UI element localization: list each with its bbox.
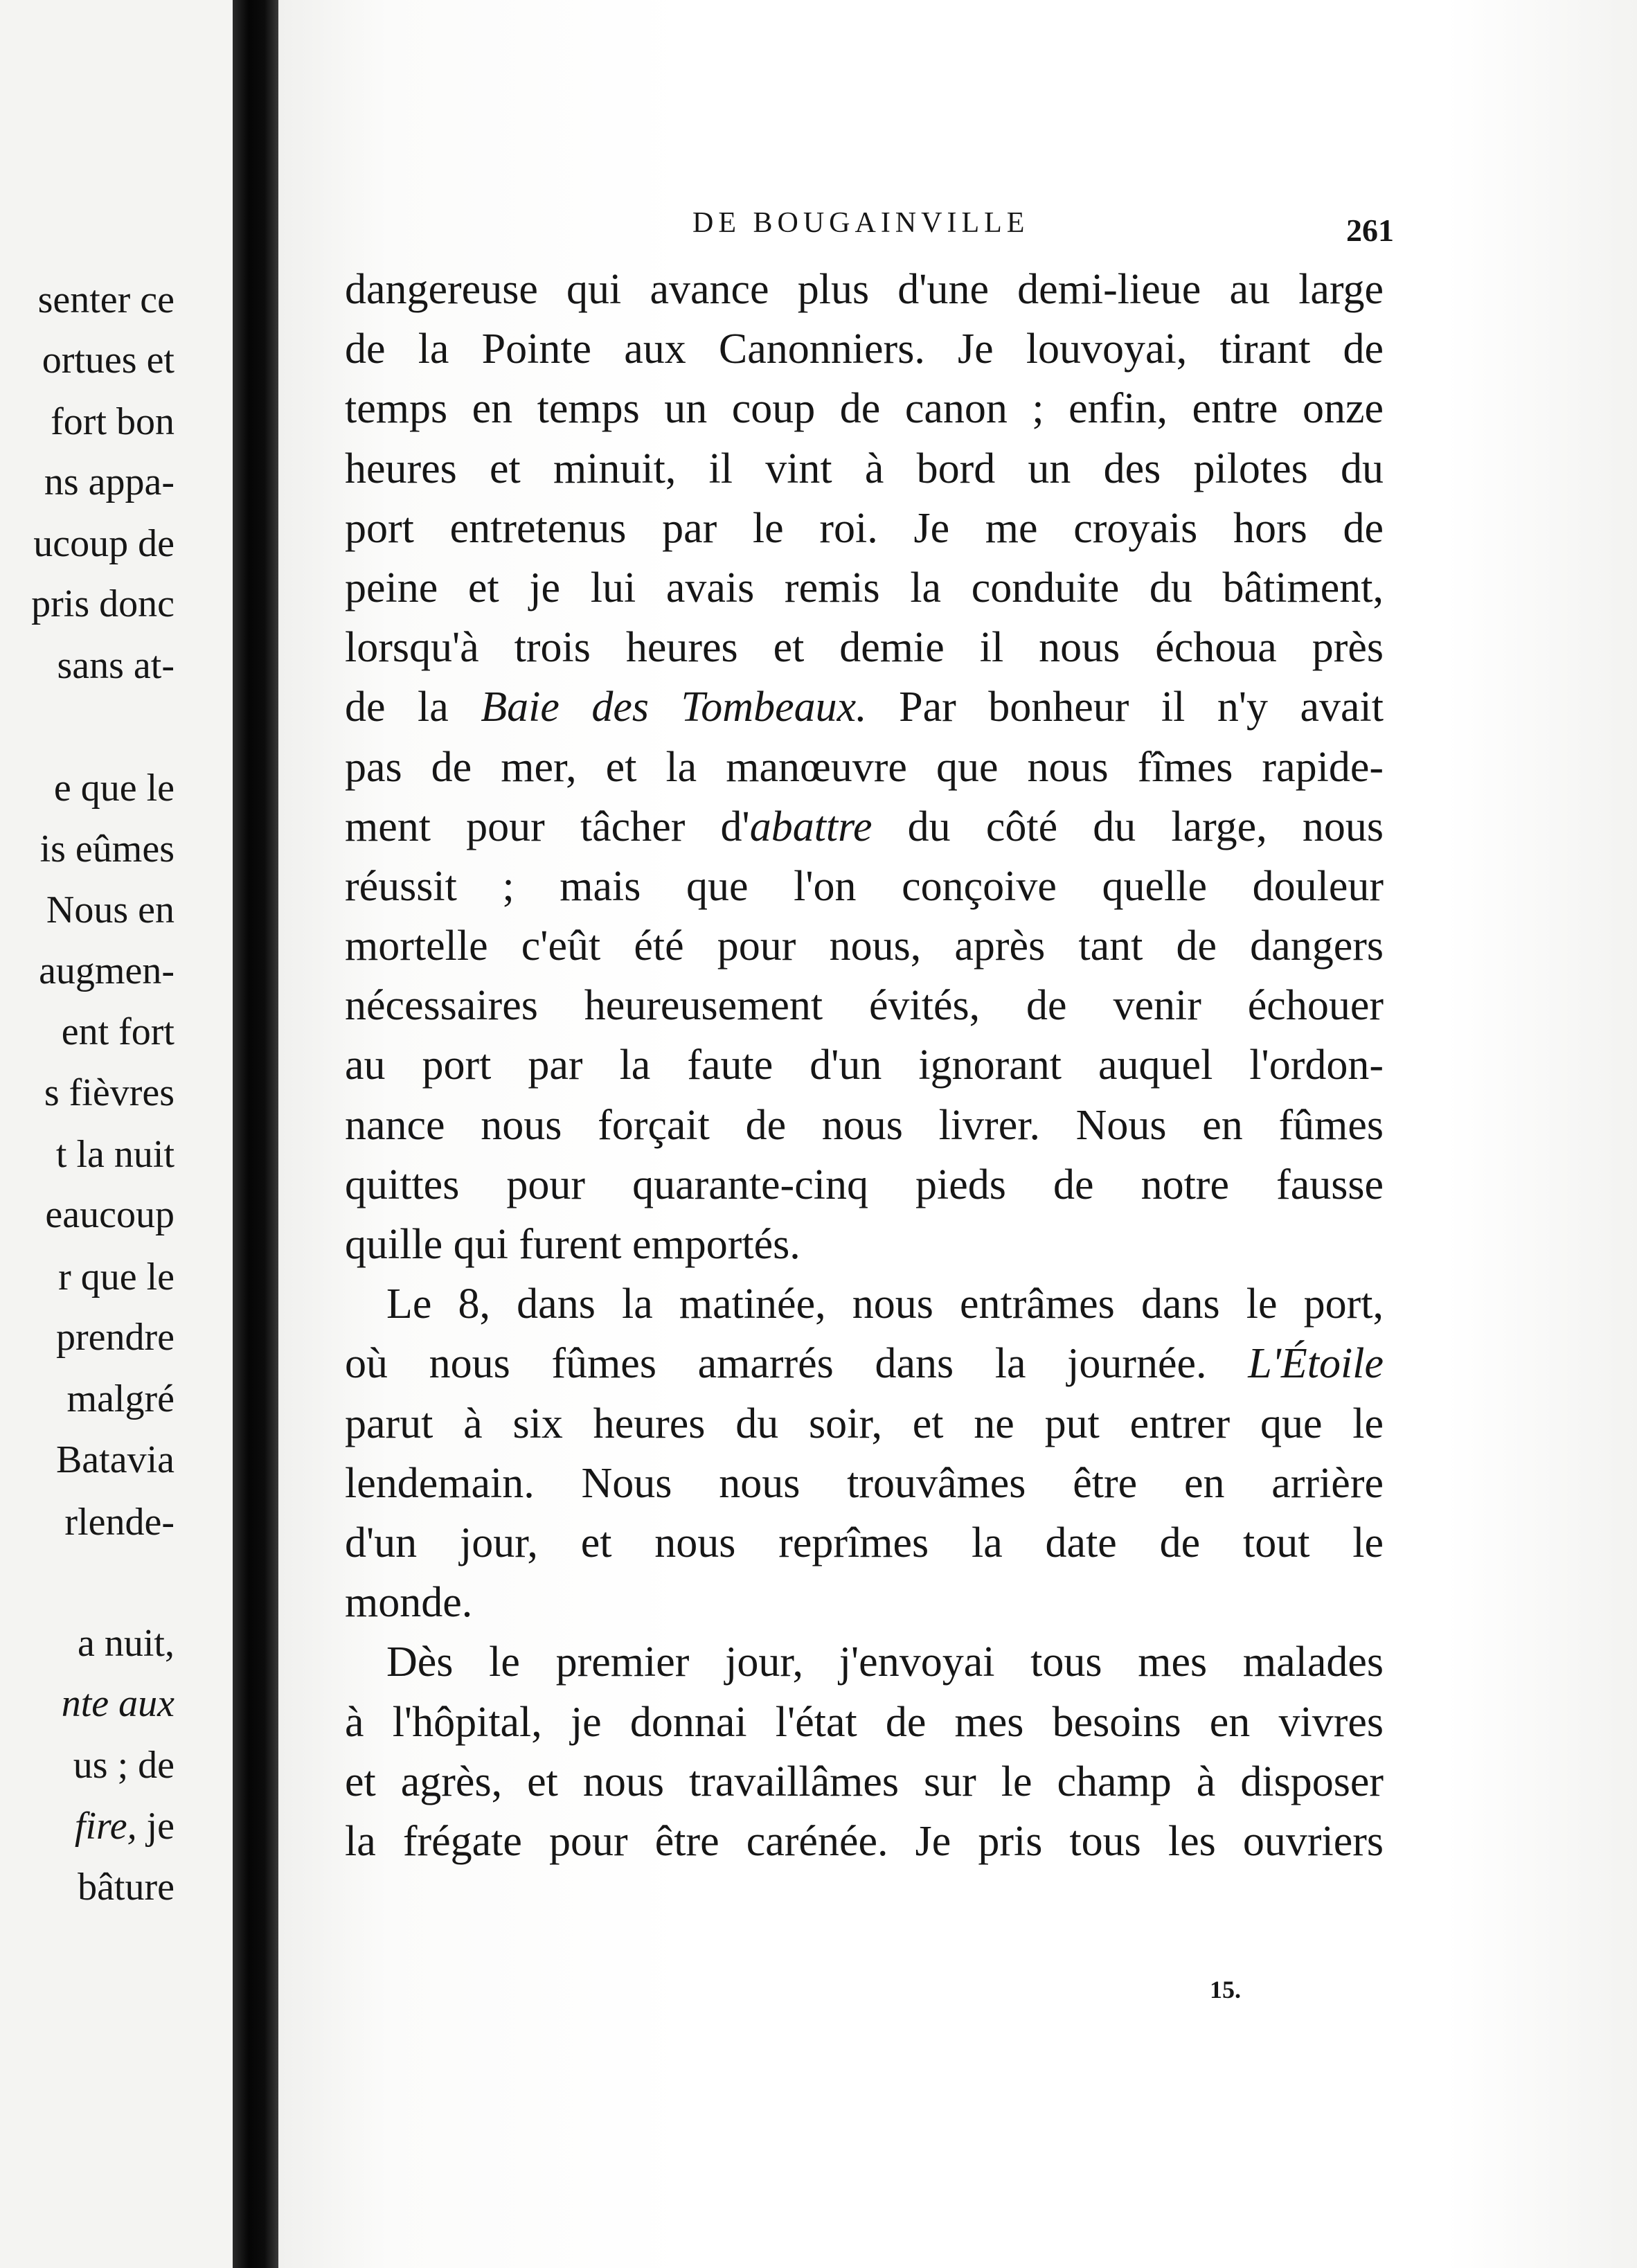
text-line: réussit ; mais que l'on conçoive quelle douleur: [345, 862, 1384, 910]
text-fragment: de la: [345, 684, 481, 731]
text-line: heures et minuit, il vint à bord un des pilotes du: [345, 445, 1384, 492]
text-line: dangereuse qui avance plus d'une demi-lieue au large: [345, 266, 1384, 313]
text-line: parut à six heures du soir, et ne put entrer que le: [345, 1400, 1384, 1447]
left-page-fragment: [0, 0, 235, 2268]
text-line: monde.: [345, 1579, 473, 1627]
left-page-line: t la nuit: [55, 1133, 175, 1176]
text-fragment: Par bonheur il n'y avait: [866, 684, 1384, 731]
text-line: temps en temps un coup de canon ; enfin, entre onze: [345, 385, 1384, 433]
text-line: quille qui furent emportés.: [345, 1221, 800, 1268]
left-page-line: Nous en: [46, 889, 175, 931]
left-page-line: [75, 1807, 175, 1846]
signature-mark: 15.: [1210, 1976, 1241, 2003]
text-fragment: ment pour tâcher d': [345, 803, 750, 850]
text-line: de la Pointe aux Canonniers. Je louvoyai, tirant de: [345, 325, 1384, 373]
text-line: peine et je lui avais remis la conduite du bâtiment,: [345, 564, 1384, 611]
left-page-line: rlende-: [64, 1501, 175, 1544]
left-page-line: sans at-: [57, 644, 175, 687]
left-page-line: malgré: [66, 1377, 175, 1420]
text-fragment: du côté du large, nous: [872, 803, 1384, 850]
left-page-line: e que le: [53, 767, 175, 810]
italic-fragment: fire,: [74, 1805, 137, 1848]
text-line: à l'hôpital, je donnai l'état de mes besoins en vivres: [345, 1698, 1384, 1746]
left-page-line: a nuit,: [78, 1622, 175, 1665]
italic-ship-name: L'Étoile: [1248, 1340, 1384, 1388]
left-page-line: ent fort: [61, 1010, 175, 1053]
text-line: Le 8, dans la matinée, nous entrâmes dans le port,: [386, 1280, 1384, 1328]
page-body-text: [345, 260, 1384, 1871]
text-line: [345, 797, 1384, 857]
left-page-line: ucoup de: [33, 522, 175, 565]
left-page-line: ortues et: [42, 339, 175, 382]
text-line: [345, 1334, 1384, 1393]
text-line: au port par la faute d'un ignorant auquel l'ordon-: [345, 1042, 1384, 1089]
left-page-line: is eûmes: [39, 828, 175, 870]
text-line: [345, 677, 1384, 737]
text-line: port entretenus par le roi. Je me croyais hors de: [345, 504, 1384, 552]
left-page-line: bâture: [78, 1866, 175, 1909]
text-fragment: où nous fûmes amarrés dans la journée.: [345, 1340, 1249, 1388]
book-gutter-shadow: [233, 0, 278, 2268]
text-line: pas de mer, et la manœuvre que nous fîmes rapide-: [345, 743, 1384, 791]
left-page-line: prendre: [55, 1316, 175, 1359]
left-page-line: pris donc: [31, 582, 175, 625]
left-page-line: ns appa-: [44, 461, 175, 503]
left-page-line: r que le: [58, 1256, 175, 1298]
text-line: et agrès, et nous travaillâmes sur le champ à disposer: [345, 1758, 1384, 1805]
text-line: lendemain. Nous nous trouvâmes être en arrière: [345, 1459, 1384, 1507]
text-line: Dès le premier jour, j'envoyai tous mes malades: [386, 1639, 1384, 1686]
running-head: DE BOUGAINVILLE: [692, 207, 1030, 239]
left-page-line: eaucoup: [45, 1193, 175, 1236]
text-line: nance nous forçait de nous livrer. Nous en fûmes: [345, 1101, 1384, 1149]
text-line: nécessaires heureusement évités, de venir échouer: [345, 982, 1384, 1030]
left-page-line: nte aux: [61, 1682, 175, 1725]
text-line: lorsqu'à trois heures et demie il nous échoua près: [345, 624, 1384, 672]
text-fragment: je: [136, 1805, 175, 1848]
text-line: quittes pour quarante-cinq pieds de notre fausse: [345, 1161, 1384, 1208]
left-page-line: Batavia: [55, 1438, 175, 1481]
italic-place-name: Baie des Tombeaux.: [481, 684, 867, 731]
left-page-line: us ; de: [73, 1744, 175, 1787]
left-page-line: augmen-: [39, 949, 175, 992]
left-page-line: s fièvres: [44, 1071, 175, 1114]
left-page-line: senter ce: [37, 278, 175, 321]
text-line: d'un jour, et nous reprîmes la date de tout le: [345, 1519, 1384, 1566]
left-page-line: fort bon: [51, 400, 175, 443]
italic-term: abattre: [749, 803, 873, 850]
text-line: mortelle c'eût été pour nous, après tant de dangers: [345, 922, 1384, 970]
text-line: la frégate pour être carénée. Je pris tous les ouvriers: [345, 1817, 1384, 1865]
page-number: 261: [1346, 213, 1394, 248]
